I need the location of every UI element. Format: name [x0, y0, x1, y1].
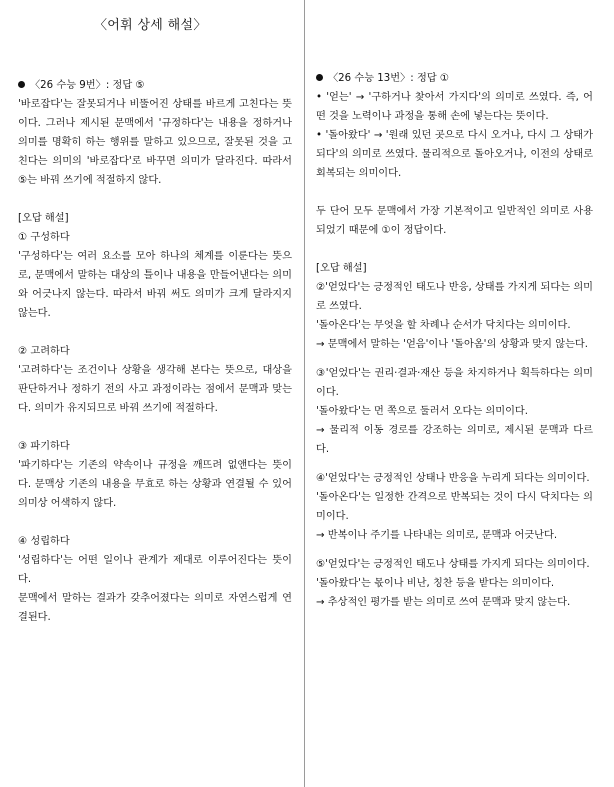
option-explanation: ②'얻었다'는 긍정적인 태도나 반응, 상태를 가지게 되다는 의미로 쓰였다. [316, 282, 593, 312]
option-explanation: '고려하다'는 조건이나 상황을 생각해 본다는 뜻으로, 대상을 판단하거나 정하기 전의 사고 과정이라는 점에서 문맥과 맞는다. 의미가 유지되므로 바꿔 쓰기에 적절하다. [18, 365, 292, 414]
wrong-answer-heading: [오답 해설] [316, 263, 367, 274]
option-label: ③ 파기하다 [18, 441, 70, 452]
option-explanation: '파기하다'는 기존의 약속이나 규정을 깨뜨려 없앤다는 뜻이다. 문맥상 기존의 내용을 무효로 하는 상황과 연결될 수 있어 의미상 어색하지 않다. [18, 460, 292, 509]
question-header: 〈26 수능 9번〉: 정답 ⑤ [18, 76, 292, 95]
option-explanation: ④'얻었다'는 긍정적인 상태나 반응을 누리게 되다는 의미이다. [316, 473, 590, 484]
option-verdict: → 추상적인 평가를 받는 의미로 쓰여 문맥과 맞지 않는다. [316, 597, 571, 608]
page-title: 〈어휘 상세 해설〉 [94, 18, 207, 33]
word-explanation: • '돌아왔다' → '원래 있던 곳으로 다시 오거나, 다시 그 상태가 되다'의 의미로 쓰였다. 물리적으로 돌아오거나, 이전의 상태로 회복되는 의미이다. [316, 130, 593, 179]
option-verdict: → 반복이나 주기를 나타내는 의미로, 문맥과 어긋난다. [316, 530, 558, 541]
option-explanation: ⑤'얻었다'는 긍정적인 태도나 상태를 가지게 되다는 의미이다. [316, 559, 590, 570]
option-explanation: '돌아왔다'는 먼 쪽으로 둘러서 오다는 의미이다. [316, 406, 529, 417]
option-label: ② 고려하다 [18, 346, 70, 357]
column-divider [304, 0, 305, 787]
option-verdict: → 물리적 이동 경로를 강조하는 의미로, 제시된 문맥과 다르다. [316, 425, 593, 455]
option-label: ① 구성하다 [18, 232, 70, 243]
left-column [18, 76, 292, 627]
question-header: 〈26 수능 13번〉: 정답 ① [316, 69, 593, 88]
wrong-answer-heading: [오답 해설] [18, 213, 69, 224]
word-explanation: • '얻는' → '구하거나 찾아서 가지다'의 의미로 쓰였다. 즉, 어떤 것을 노력이나 과정을 통해 손에 넣는다는 뜻이다. [316, 92, 593, 122]
bullet-icon [316, 74, 323, 81]
option-label: ④ 성립하다 [18, 536, 70, 547]
option-verdict: → 문맥에서 말하는 '얻음'이나 '돌아옴'의 상황과 맞지 않는다. [316, 339, 588, 350]
right-column [316, 69, 593, 612]
option-explanation: '돌아온다'는 무엇을 할 차례나 순서가 닥치다는 의미이다. [316, 320, 571, 331]
option-explanation: ③'얻었다'는 권리·결과·재산 등을 차지하거나 획득하다는 의미이다. [316, 368, 593, 398]
option-explanation-continued: 문맥에서 말하는 결과가 갖추어졌다는 의미로 자연스럽게 연결된다. [18, 593, 292, 623]
option-explanation: '돌아왔다'는 몫이나 비난, 칭찬 등을 받다는 의미이다. [316, 578, 555, 589]
option-explanation: '돌아온다'는 일정한 간격으로 반복되는 것이 다시 닥치다는 의미이다. [316, 492, 593, 522]
option-explanation: '성립하다'는 어떤 일이나 관계가 제대로 이루어진다는 뜻이다. [18, 555, 292, 585]
bullet-icon [18, 81, 25, 88]
answer-summary: 두 단어 모두 문맥에서 가장 기본적이고 일반적인 의미로 사용되었기 때문에 ①이 정답이다. [316, 206, 593, 236]
answer-explanation: '바로잡다'는 잘못되거나 비뚤어진 상태를 바르게 고친다는 뜻이다. 그러나 제시된 문맥에서 '규정하다'는 내용을 정하거나 의미를 명확히 하는 행위를 말하고 있으므로, 잘못된 것을 고친다는 의미의 '바로잡다'로 바꾸면 의미가 달라진다. 따라서 ⑤는 바꿔 쓰기에 적절하지 않다. [18, 99, 292, 186]
option-explanation: '구성하다'는 여러 요소를 모아 하나의 체계를 이룬다는 뜻으로, 문맥에서 말하는 대상의 틀이나 내용을 만들어낸다는 의미와 어긋나지 않는다. 따라서 바꿔 써도 의미가 크게 달라지지 않는다. [18, 251, 292, 319]
